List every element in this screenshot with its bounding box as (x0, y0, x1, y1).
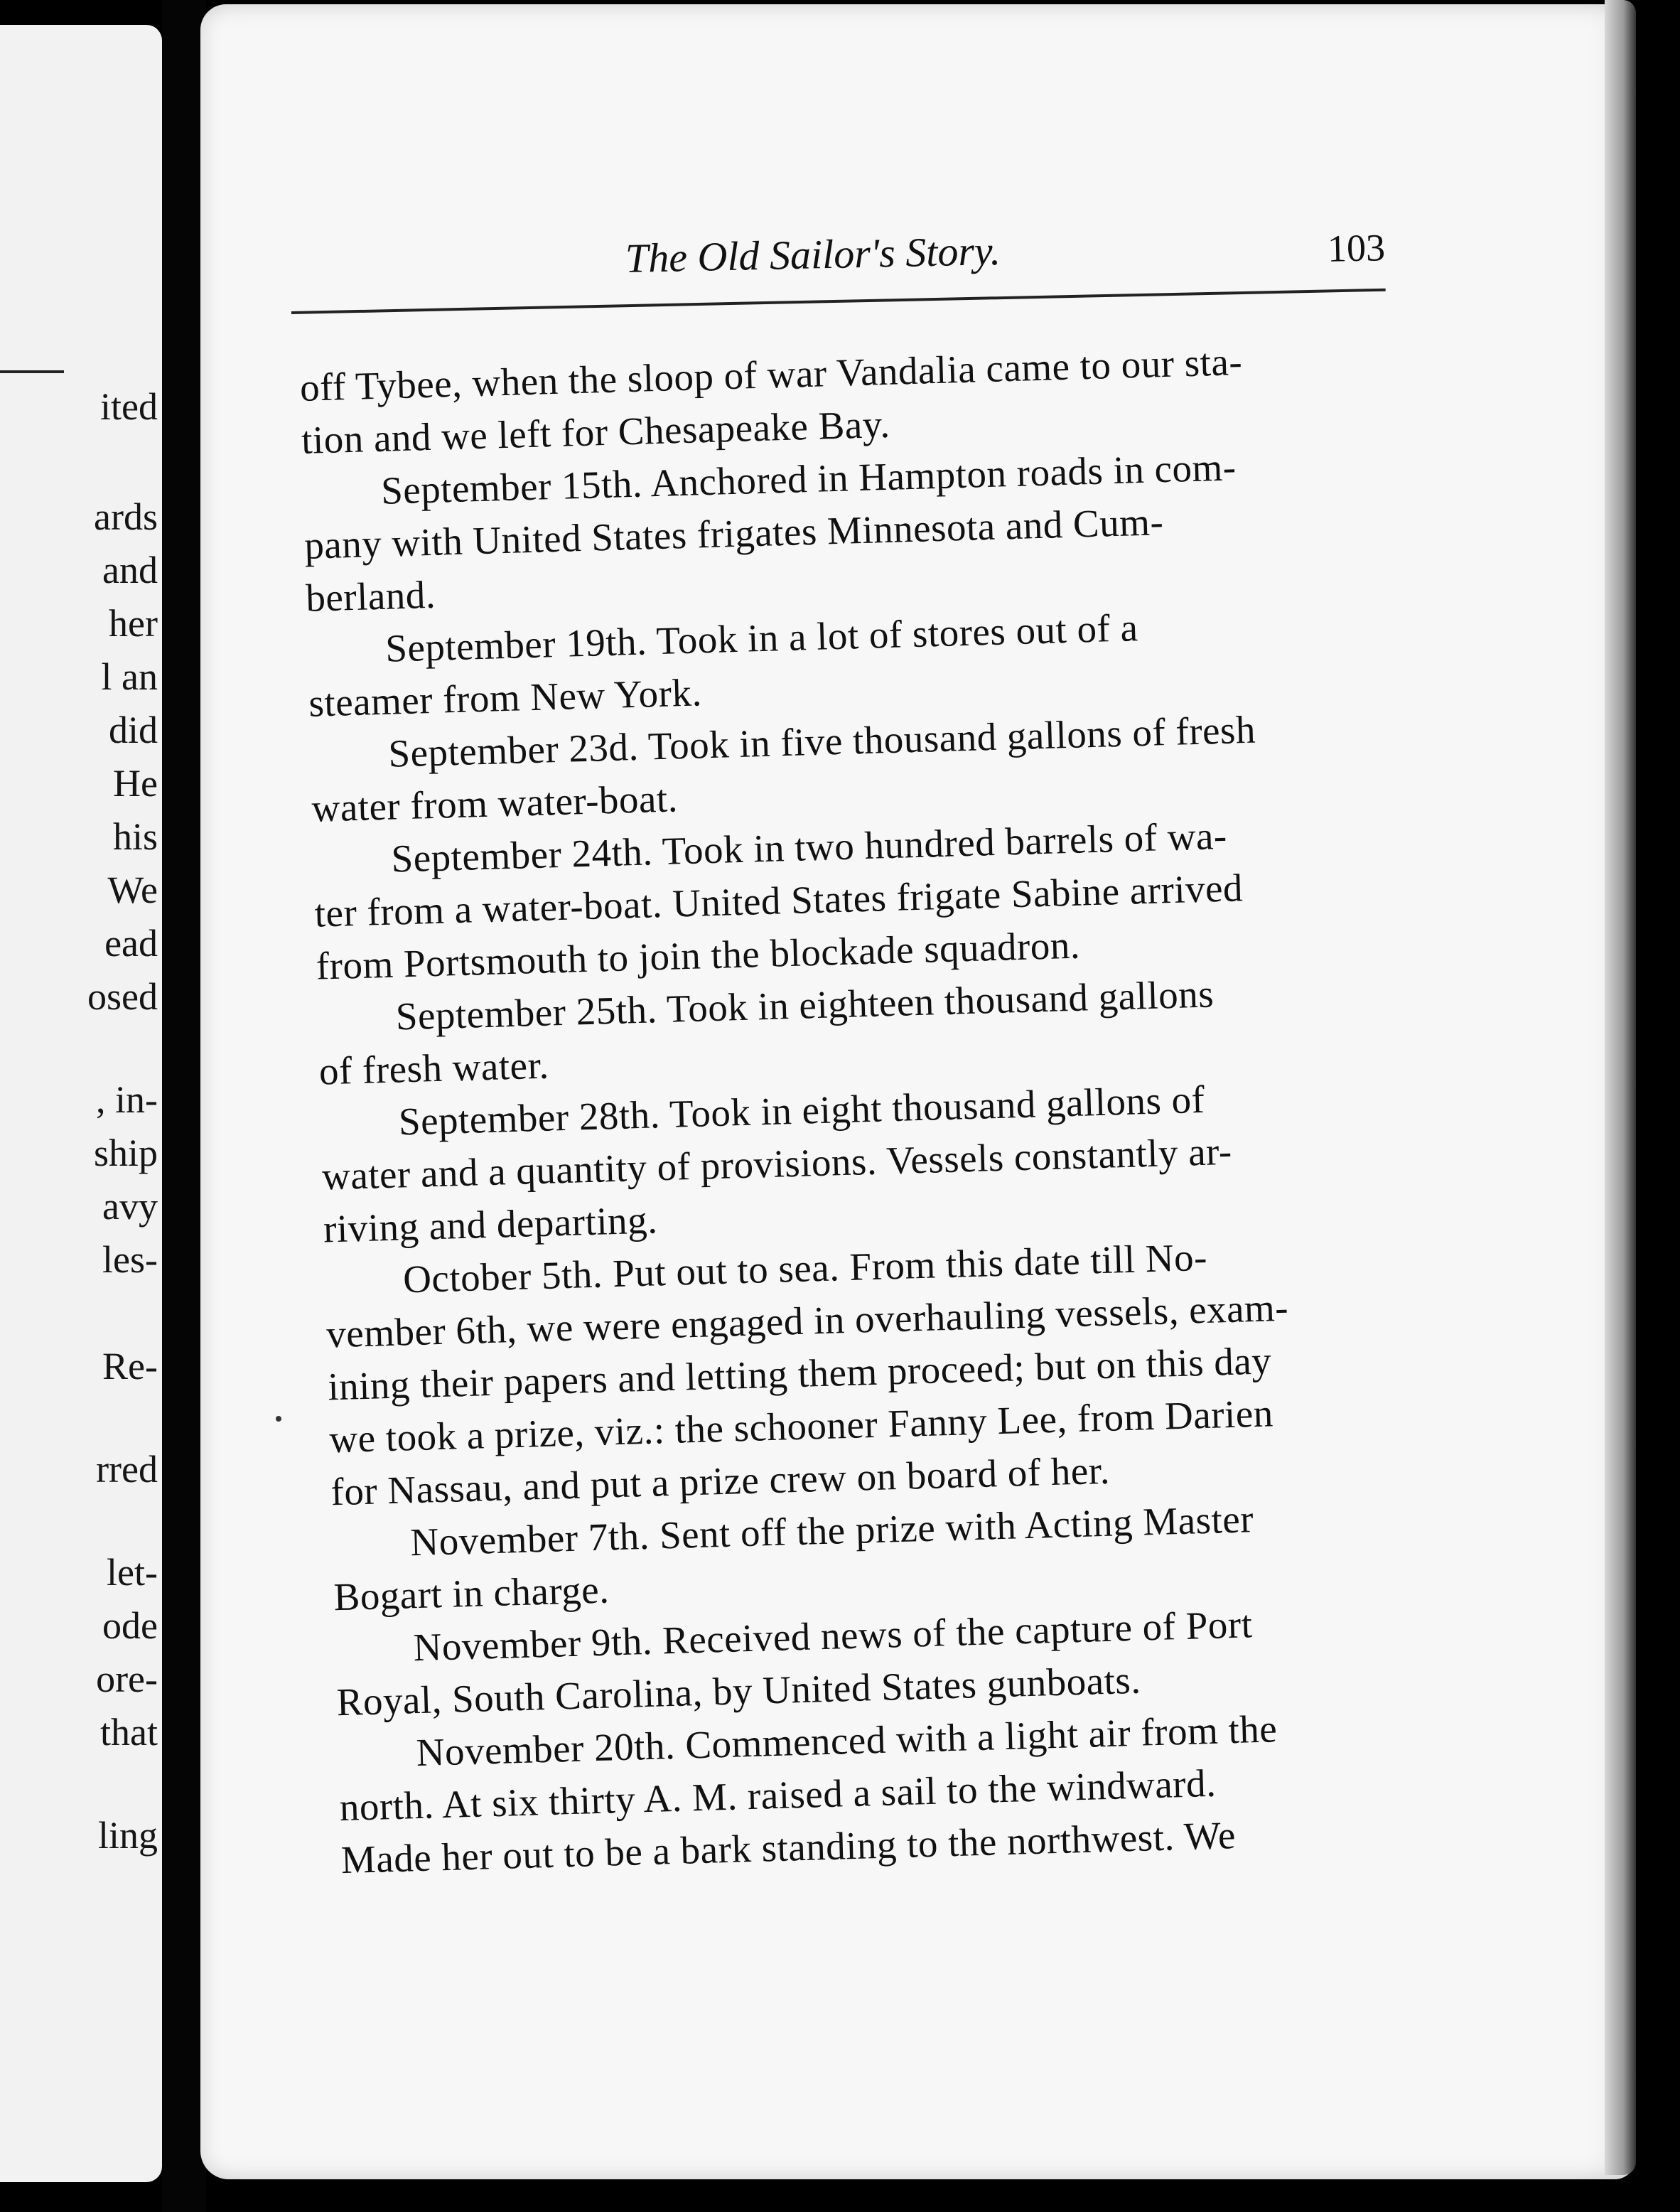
left-page-fragment: ore- (96, 1658, 158, 1700)
text-line: from Portsmouth to join the blockade squadron. (315, 923, 1081, 988)
page-number: 103 (1327, 226, 1386, 270)
text-line: September 23d. Took in five thousand gallons of fresh (387, 707, 1256, 775)
text-line: Made her out to be a bark standing to the northwest. We (340, 1813, 1237, 1882)
left-page-fragment: We (107, 869, 158, 911)
left-page-fragment: and (102, 549, 158, 591)
text-line: vember 6th, we were engaged in overhauling vessels, exam- (325, 1285, 1289, 1356)
left-page-fragment: les- (102, 1238, 158, 1281)
text-line: September 15th. Anchored in Hampton roads in com- (380, 445, 1237, 512)
text-line: riving and departing. (323, 1198, 659, 1251)
left-page-fragment: her (109, 602, 158, 645)
left-page-fragment: ship (93, 1132, 158, 1174)
text-line: off Tybee, when the sloop of war Vandalia came to our sta- (299, 339, 1243, 409)
text-line: November 9th. Received news of the capture of Port (412, 1602, 1254, 1670)
left-page-fragment: ode (102, 1604, 158, 1647)
left-page-rule (0, 370, 64, 373)
text-line: we took a prize, viz.: the schooner Fanny Lee, from Darien (328, 1391, 1274, 1461)
text-line: Bogart in charge. (333, 1567, 610, 1619)
text-line: September 25th. Took in eighteen thousand gallons (395, 972, 1215, 1038)
text-line: water and a quantity of provisions. Vessels constantly ar- (321, 1129, 1233, 1198)
left-page-fragment: l an (101, 655, 158, 698)
text-line: for Nassau, and put a prize crew on board of her. (330, 1448, 1111, 1514)
text-line: November 20th. Commenced with a light air from the (415, 1707, 1278, 1775)
text-line: Royal, South Carolina, by United States gunboats. (335, 1658, 1142, 1724)
text-line: November 7th. Sent off the prize with Acting Master (409, 1497, 1254, 1564)
left-page-fragment: osed (87, 975, 158, 1018)
text-line: of fresh water. (318, 1043, 550, 1093)
text-line: tion and we left for Chesapeake Bay. (301, 402, 891, 462)
left-page-fragment: his (112, 815, 158, 858)
left-page-fragment: avy (102, 1185, 158, 1228)
text-line: September 24th. Took in two hundred barrels of wa- (390, 813, 1228, 881)
left-page-fragment: Re- (102, 1345, 158, 1387)
text-line: September 28th. Took in eight thousand gallons of (398, 1077, 1206, 1144)
left-page-fragment: ited (100, 385, 158, 428)
left-page-fragment: rred (96, 1448, 158, 1491)
running-title: The Old Sailor's Story. (625, 227, 1001, 281)
left-page-fragment: did (108, 709, 158, 751)
text-line: September 19th. Took in a lot of stores out of a (384, 606, 1139, 670)
text-line: steamer from New York. (308, 670, 703, 725)
text-line: pany with United States frigates Minnesota and Cum- (303, 500, 1165, 567)
text-line: ter from a water-boat. United States frigate Sabine arrived (313, 866, 1244, 935)
text-line: water from water-boat. (311, 776, 679, 830)
book-spine (162, 0, 206, 2212)
text-line: October 5th. Put out to sea. From this date till No- (402, 1235, 1208, 1301)
text-line: berland. (305, 572, 436, 620)
left-page-fragment: let- (107, 1551, 158, 1594)
text-line: ining their papers and letting them proceed; but on this day (327, 1338, 1273, 1409)
page-edge (1605, 0, 1636, 2175)
paper-speck (276, 1416, 281, 1422)
left-page-fragment: He (113, 762, 158, 805)
left-facing-page (0, 25, 162, 2182)
left-page-fragment: ards (94, 495, 158, 538)
text-line: north. At six thirty A. M. raised a sail to the windward. (339, 1761, 1217, 1830)
left-page-fragment: , in- (96, 1078, 158, 1121)
left-page-fragment: that (100, 1711, 158, 1754)
left-page-fragment: ling (97, 1814, 158, 1857)
left-page-fragment: ead (104, 922, 158, 965)
